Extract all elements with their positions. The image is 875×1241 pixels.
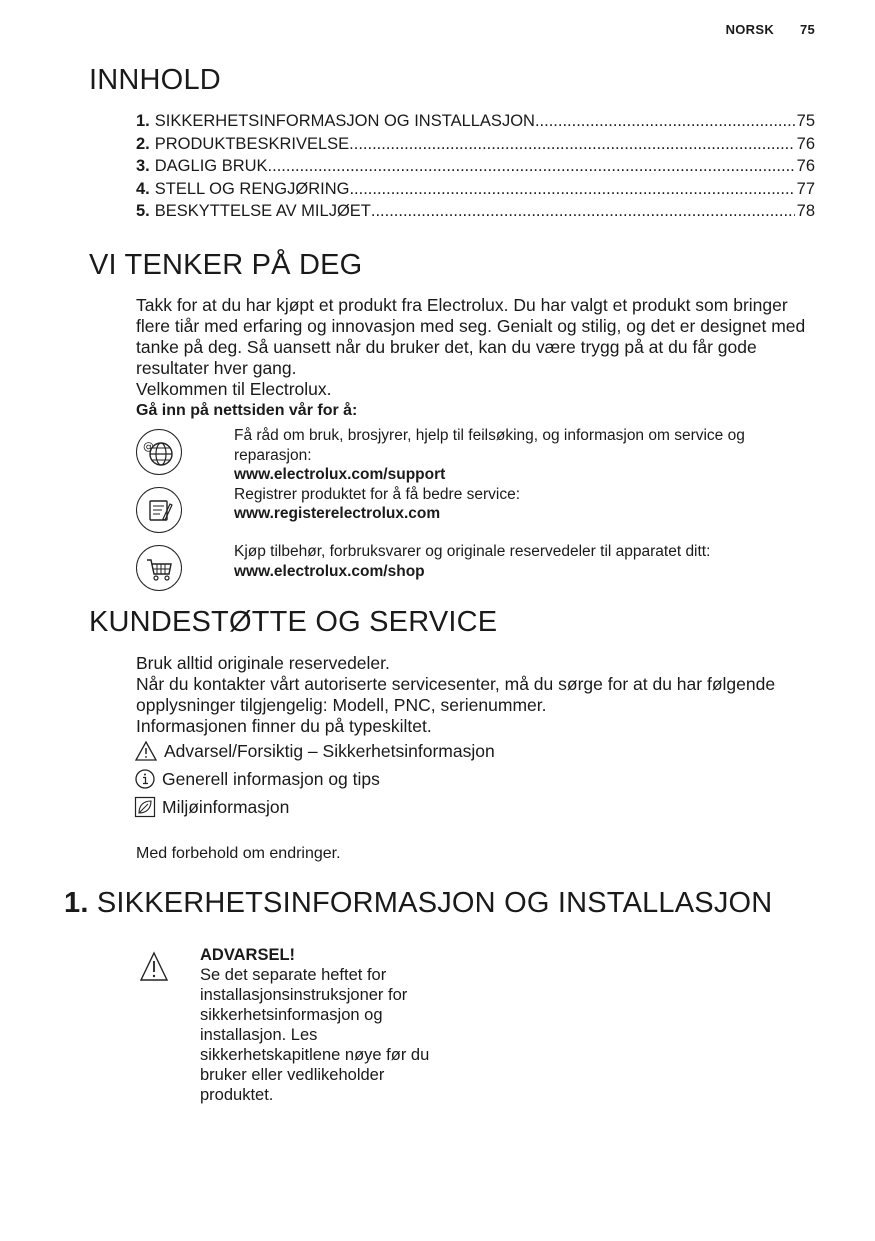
section-number: 1. <box>64 887 89 919</box>
legend-environment <box>134 796 289 818</box>
warning-icon <box>134 740 158 762</box>
visit-label: Gå inn på nettsiden vår for å: <box>136 402 358 419</box>
info-icon <box>134 768 156 790</box>
intro-welcome: Velkommen til Electrolux. <box>136 379 332 399</box>
page-header <box>726 22 815 37</box>
support-line-1: Bruk alltid originale reservedeler. <box>136 653 390 673</box>
legend-environment-text: Miljøinformasjon <box>162 796 290 817</box>
toc-item-page: 75 <box>796 112 815 130</box>
toc-item-label: DAGLIG BRUK <box>154 157 268 175</box>
register-link-text: Registrer produktet for å få bedre service: <box>234 485 521 503</box>
intro-title: VI TENKER PÅ DEG <box>89 249 363 281</box>
support-title: KUNDESTØTTE OG SERVICE <box>89 606 498 638</box>
toc-item-page: 76 <box>796 134 815 153</box>
toc-title: INNHOLD <box>89 64 221 96</box>
toc-item-page: 78 <box>796 202 815 220</box>
support-link-text: Få råd om bruk, brosjyrer, hjelp til feilsøking, og informasjon om service og reparasjon: <box>234 427 745 464</box>
globe-icon <box>136 429 182 475</box>
legend-info <box>134 768 380 790</box>
toc-item[interactable]: 1. SIKKERHETSINFORMASJON OG INSTALLASJON ..... 75 <box>136 110 815 133</box>
intro-paragraph: Takk for at du har kjøpt et produkt fra Electrolux. Du har valgt et produkt som bringer flere tiår med erfaring og innovasjon med seg. Genialt og stilig, og det er designet med tanke på deg. Så uansett når du bruker det, kan du være trygg på at du får gode resultater hver gang. <box>136 295 806 378</box>
support-line-2: Når du kontakter vårt autoriserte servicesenter, må du sørge for at du har følgende opplysninger tilgjengelig: Modell, PNC, serienummer. <box>136 674 776 715</box>
shop-link-block <box>234 542 814 581</box>
toc-item-page: 77 <box>796 179 815 198</box>
toc-item-page: 76 <box>796 157 815 175</box>
toc-item[interactable]: 3. DAGLIG BRUK ..... 76 <box>136 155 815 178</box>
warning-text: Se det separate heftet for installasjonsinstruksjoner for sikkerhetsinformasjon og installasjon. Les sikkerhetskapitlene nøye før du bruker eller vedlikeholder produktet. <box>200 966 430 1104</box>
support-link-block <box>234 426 814 524</box>
support-line-3: Informasjonen finner du på typeskiltet. <box>136 716 432 736</box>
cart-icon <box>136 545 182 591</box>
register-icon <box>136 487 182 533</box>
toc-item-label: BESKYTTELSE AV MILJØET <box>154 202 371 220</box>
toc-item[interactable]: 4. STELL OG RENGJØRING ..... 77 <box>136 178 815 201</box>
register-link[interactable]: www.registerelectrolux.com <box>234 505 441 522</box>
section-title <box>64 887 772 920</box>
leaf-icon <box>134 796 156 818</box>
legend-info-text: Generell informasjon og tips <box>162 768 380 789</box>
svg-text:@: @ <box>143 440 154 453</box>
section-title-text: SIKKERHETSINFORMASJON OG INSTALLASJON <box>96 887 773 919</box>
intro-text <box>136 295 816 421</box>
toc-item[interactable]: 2. PRODUKTBESKRIVELSE ..... 76 <box>136 133 815 156</box>
toc-item-label: SIKKERHETSINFORMASJON OG INSTALLASJON <box>154 112 535 130</box>
support-text <box>136 653 776 737</box>
disclaimer: Med forbehold om endringer. <box>136 845 341 862</box>
language-label: NORSK <box>725 22 775 37</box>
shop-link-text: Kjøp tilbehør, forbruksvarer og originale reservedeler til apparatet ditt: <box>234 543 711 560</box>
page-number: 75 <box>799 22 815 37</box>
warning-icon <box>139 950 169 989</box>
warning-title: ADVARSEL! <box>200 946 296 964</box>
legend-warning <box>134 740 495 762</box>
toc-item[interactable]: 5. BESKYTTELSE AV MILJØET ..... 78 <box>136 200 815 223</box>
table-of-contents <box>136 110 815 223</box>
shop-link[interactable]: www.electrolux.com/shop <box>234 562 425 580</box>
toc-item-label: PRODUKTBESKRIVELSE <box>154 134 350 153</box>
warning-box <box>200 945 435 1105</box>
toc-item-label: STELL OG RENGJØRING <box>154 179 350 198</box>
support-link[interactable]: www.electrolux.com/support <box>234 466 446 483</box>
legend-warning-text: Advarsel/Forsiktig – Sikkerhetsinformasjon <box>164 740 495 761</box>
